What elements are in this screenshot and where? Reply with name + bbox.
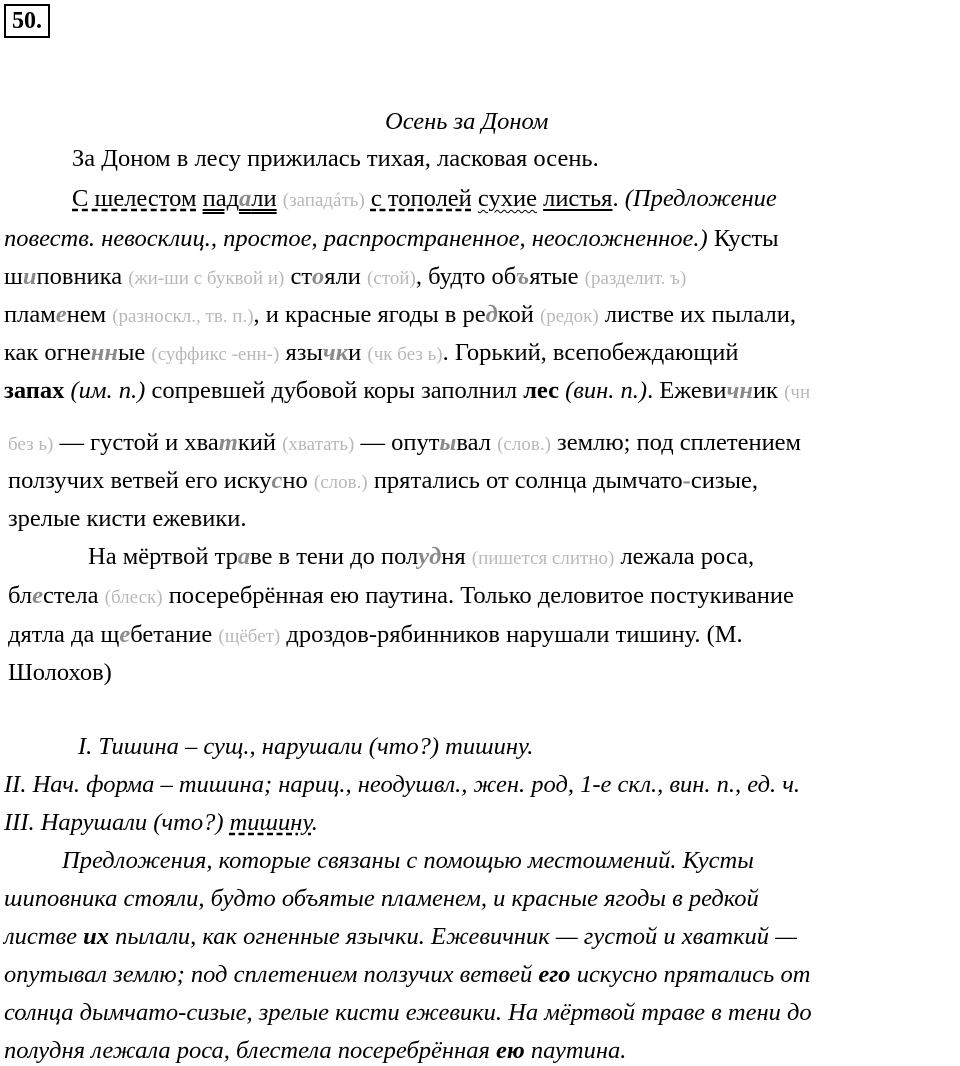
paragraph-line: без ь) — густой и хваткий (хватать) — опутывал (слов.) землю; под сплетением: [8, 429, 802, 456]
summary-line: шиповника стояли, будто объятые пламенем, и красные ягоды в редкой: [4, 885, 759, 912]
analysis-line: II. Нач. форма – тишина; нариц., неодушвл., жен. род, 1-е скл., вин. п., ед. ч.: [4, 771, 801, 798]
paragraph-line: повеств. невосклиц., простое, распространенное, неосложненное.) Кусты: [4, 225, 779, 252]
analysis-line: III. Нарушали (что?) тишину.: [4, 809, 318, 836]
paragraph-line: зрелые кисти ежевики.: [8, 505, 247, 532]
summary-line: опутывал землю; под сплетением ползучих ветвей его искусно прятались от: [4, 961, 811, 988]
summary-line: Предложения, которые связаны с помощью местоимений. Кусты: [62, 847, 754, 874]
paragraph-line: шиповника (жи-ши с буквой и) стояли (стой), будто объятые (разделит. ъ): [4, 263, 687, 290]
summary-line: листве их пылали, как огненные язычки. Ежевичник — густой и хваткий —: [4, 923, 797, 950]
paragraph-line: На мёртвой траве в тени до полудня (пишется слитно) лежала роса,: [88, 543, 755, 570]
paragraph-line: блестела (блеск) посеребрённая ею паутина. Только деловитое постукивание: [8, 582, 794, 609]
paragraph-line: пламенем (разноскл., тв. п.), и красные ягоды в редкой (редок) листве их пылали,: [4, 301, 797, 328]
paragraph-line: ползучих ветвей его искусно (слов.) прятались от солнца дымчато-сизые,: [8, 467, 758, 494]
paragraph-line: дятла да щебетание (щёбет) дроздов-рябинников нарушали тишину. (М.: [8, 621, 743, 648]
paragraph-line: За Доном в лесу прижилась тихая, ласковая осень.: [72, 145, 599, 172]
paragraph-line: Шолохов): [8, 659, 112, 686]
summary-line: солнца дымчато-сизые, зрелые кисти ежевики. На мёртвой траве в тени до: [4, 999, 812, 1026]
exercise-number: 50.: [4, 4, 50, 38]
paragraph-line: запах (им. п.) сопревшей дубовой коры заполнил лес (вин. п.). Ежевичник (чн: [4, 377, 811, 404]
paragraph-line: С шелестом падали (западáть) с тополей сухие листья. (Предложение: [72, 185, 777, 212]
text-title: Осень за Доном: [385, 108, 549, 135]
paragraph-line: как огненные (суффикс -енн-) язычки (чк без ь). Горький, всепобеждающий: [4, 339, 739, 366]
analysis-line: I. Тишина – сущ., нарушали (что?) тишину.: [78, 733, 534, 760]
summary-line: полудня лежала роса, блестела посеребрённая ею паутина.: [4, 1037, 627, 1064]
